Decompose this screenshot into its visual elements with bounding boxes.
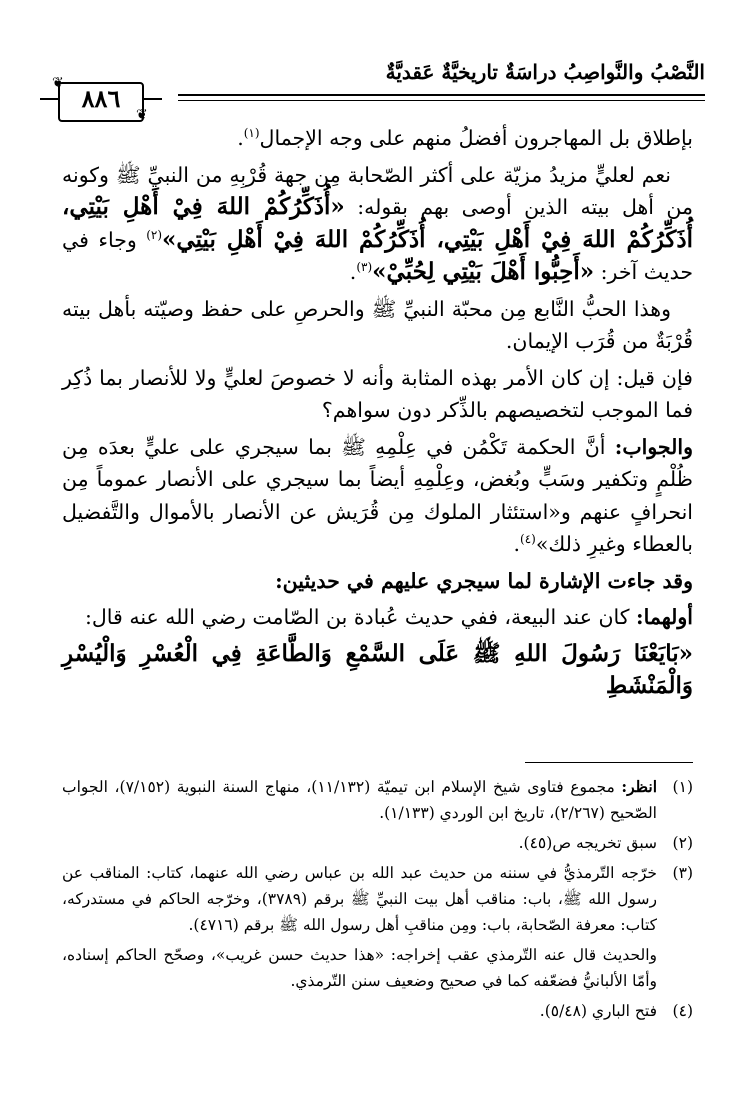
footnotes xyxy=(62,774,693,1028)
header-rule-thin xyxy=(178,100,705,101)
running-title: النَّصْبُ والنَّواصِبُ دراسَةٌ تاريخيَّةٌ عَقديَّةٌ xyxy=(385,60,705,84)
paragraph-text: أنَّ الحكمة تَكْمُن في عِلْمِهِ ﷺ بما سيجري على عليٍّ بعدَه مِن ظُلْمٍ وتكفير وسَبٍّ وبُغض، وعِلْمِهِ أيضاً بما سيجري على الأنصار عموماً مِن انحرافٍ عنهم و«استئثار الملوك مِن قُرَيش عن الأنصار بالأموال والتَّفضيل بالعطاء وغيرِ ذلك» xyxy=(62,434,693,556)
footnote-ref: (٤) xyxy=(520,532,536,547)
footnote-ref: (١) xyxy=(243,126,260,141)
paragraph: بإطلاق بل المهاجرون أفضلُ منهم على وجه الإجمال$^{(١)}$. xyxy=(237,126,693,150)
main-text xyxy=(62,122,693,707)
paragraph: نعم لعليٍّ مزيدُ مزيّة على أكثر الصّحابة مِن جهة قُرْبِهِ من النبيِّ ﷺ وكونه من أهل بيته الذين أوصى بهم بقوله: «أُذَكِّرُكُمْ اللهَ فِيْ أَهْلِ بَيْتِي، أُذَكِّرُكُمْ اللهَ فِيْ أَهْلِ بَيْتِي، أُذَكِّرُكُمْ اللهَ فِيْ أَهْلِ بَيْتِي»$^{(٢)}$ وجاء في حديث آخر: «أَحِبُّوا أَهْلَ بَيْتِي لِحُبِّيْ»$^{(٣)}$. xyxy=(62,162,693,285)
page-number: ٨٨٦ xyxy=(81,84,121,113)
footnote-ref: (٢) xyxy=(146,227,163,242)
footnote-text: فتح الباري (٥/٤٨). xyxy=(539,1002,657,1020)
footnote xyxy=(62,998,693,1024)
footnote-text: خرّجه التّرمذيُّ في سننه من حديث عبد الله بن عباس رضي الله عنهما، كتاب: المناقب عن رسول الله ﷺ، باب: مناقب أهل بيت النبيِّ ﷺ برقم (٣٧٨٩)، وخرّجه الحاكم في مستدركه، كتاب: معرفة الصّحابة، باب: ومِن مناقبِ أهل رسول الله ﷺ برقم (٤٧١٦). xyxy=(62,864,657,934)
section-heading: وقد جاءت الإشارة لما سيجري عليهم في حديثين: xyxy=(275,568,693,593)
paragraph: فإن قيل: إن كان الأمر بهذه المثابة وأنه لا خصوصَ لعليٍّ ولا للأنصار بما ذُكِر فما الموجب لتخصيصهم بالذِّكر دون سواهم؟ xyxy=(62,365,693,422)
footnote-number: (١) xyxy=(672,778,693,796)
paragraph xyxy=(62,601,693,634)
ornament-icon: ❦ xyxy=(52,75,64,91)
hadith-quote: «بَايَعْنَا رَسُولَ اللهِ ﷺ عَلَى السَّمْعِ وَالطَّاعَةِ فِي الْعُسْرِ وَالْيُسْرِ وَالْمَنْشَطِ xyxy=(62,639,693,699)
frame-dash-right xyxy=(144,98,162,100)
paragraph-text: كان عند البيعة، ففي حديث عُبادة بن الصّامت رضي الله عنه قال: xyxy=(84,605,637,629)
footnote-continuation: والحديث قال عنه التّرمذي عقب إخراجه: «هذا حديث حسن غريب»، وصحّح الحاكم إسناده، وأمّا الألبانيُّ فضعّفه كما في صحيح وضعيف سنن التّرمذي. xyxy=(62,946,657,990)
paragraph: وهذا الحبُّ النَّابع مِن محبّة النبيِّ ﷺ والحرصِ على حفظ وصيّته بأهل بيته قُرْبَةٌ من قُرَب الإيمان. xyxy=(62,296,693,353)
footnote-number: (٤) xyxy=(672,1002,693,1020)
footnote-number: (٣) xyxy=(672,864,693,882)
first-label: أولهما: xyxy=(636,605,693,629)
hadith-quote: «أَحِبُّوا أَهْلَ بَيْتِي لِحُبِّيْ» xyxy=(372,258,595,285)
paragraph: والجواب: أنَّ الحكمة تَكْمُن في عِلْمِهِ ﷺ بما سيجري على عليٍّ بعدَه مِن ظُلْمٍ وتكفير وسَبٍّ وبُغض، وعِلْمِهِ أيضاً بما سيجري على الأنصار عموماً مِن انحرافٍ عنهم و«استئثار الملوك مِن قُرَيش عن الأنصار بالأموال والتَّفضيل بالعطاء وغيرِ ذلك»$^{(٤)}$. xyxy=(62,434,693,556)
paragraph-text: وجاء في حديث آخر: xyxy=(62,227,693,284)
page-number-frame xyxy=(40,75,166,123)
footnote-label: انظر: xyxy=(621,777,657,796)
footnote-text xyxy=(62,774,657,826)
footnote-text: سبق تخريجه ص(٤٥). xyxy=(518,834,657,852)
hadith-quote: «أُذَكِّرُكُمْ اللهَ فِيْ أَهْلِ بَيْتِي، أُذَكِّرُكُمْ اللهَ فِيْ أَهْلِ بَيْتِي، أُذَكِّرُكُمْ اللهَ فِيْ أَهْلِ بَيْتِي» xyxy=(62,193,693,253)
footnote-number: (٢) xyxy=(672,834,693,852)
paragraph-text: نعم لعليٍّ مزيدُ مزيّة على أكثر الصّحابة مِن جهة قُرْبِهِ من النبيِّ ﷺ وكونه من أهل بيته الذين أوصى بهم بقوله: xyxy=(62,162,693,219)
footnote-ref: (٣) xyxy=(356,260,373,275)
footnote-body: مجموع فتاوى شيخ الإسلام ابن تيميّة (١١/١٣٢)، منهاج السنة النبوية (٧/١٥٢)، الجواب الصّحيح (٢/٢٦٧)، تاريخ ابن الوردي (١/١٣٣). xyxy=(62,778,657,822)
footnote-separator xyxy=(525,762,693,763)
header-rule xyxy=(178,94,705,96)
answer-label: والجواب: xyxy=(614,434,693,459)
footnote xyxy=(62,860,693,938)
page-header xyxy=(40,52,705,123)
footnote xyxy=(62,830,693,856)
paragraph-text: بإطلاق بل المهاجرون أفضلُ منهم على وجه الإجمال xyxy=(259,126,693,150)
frame-dash-left xyxy=(40,98,58,100)
ornament-icon: ❦ xyxy=(136,107,148,123)
footnote xyxy=(62,774,693,826)
